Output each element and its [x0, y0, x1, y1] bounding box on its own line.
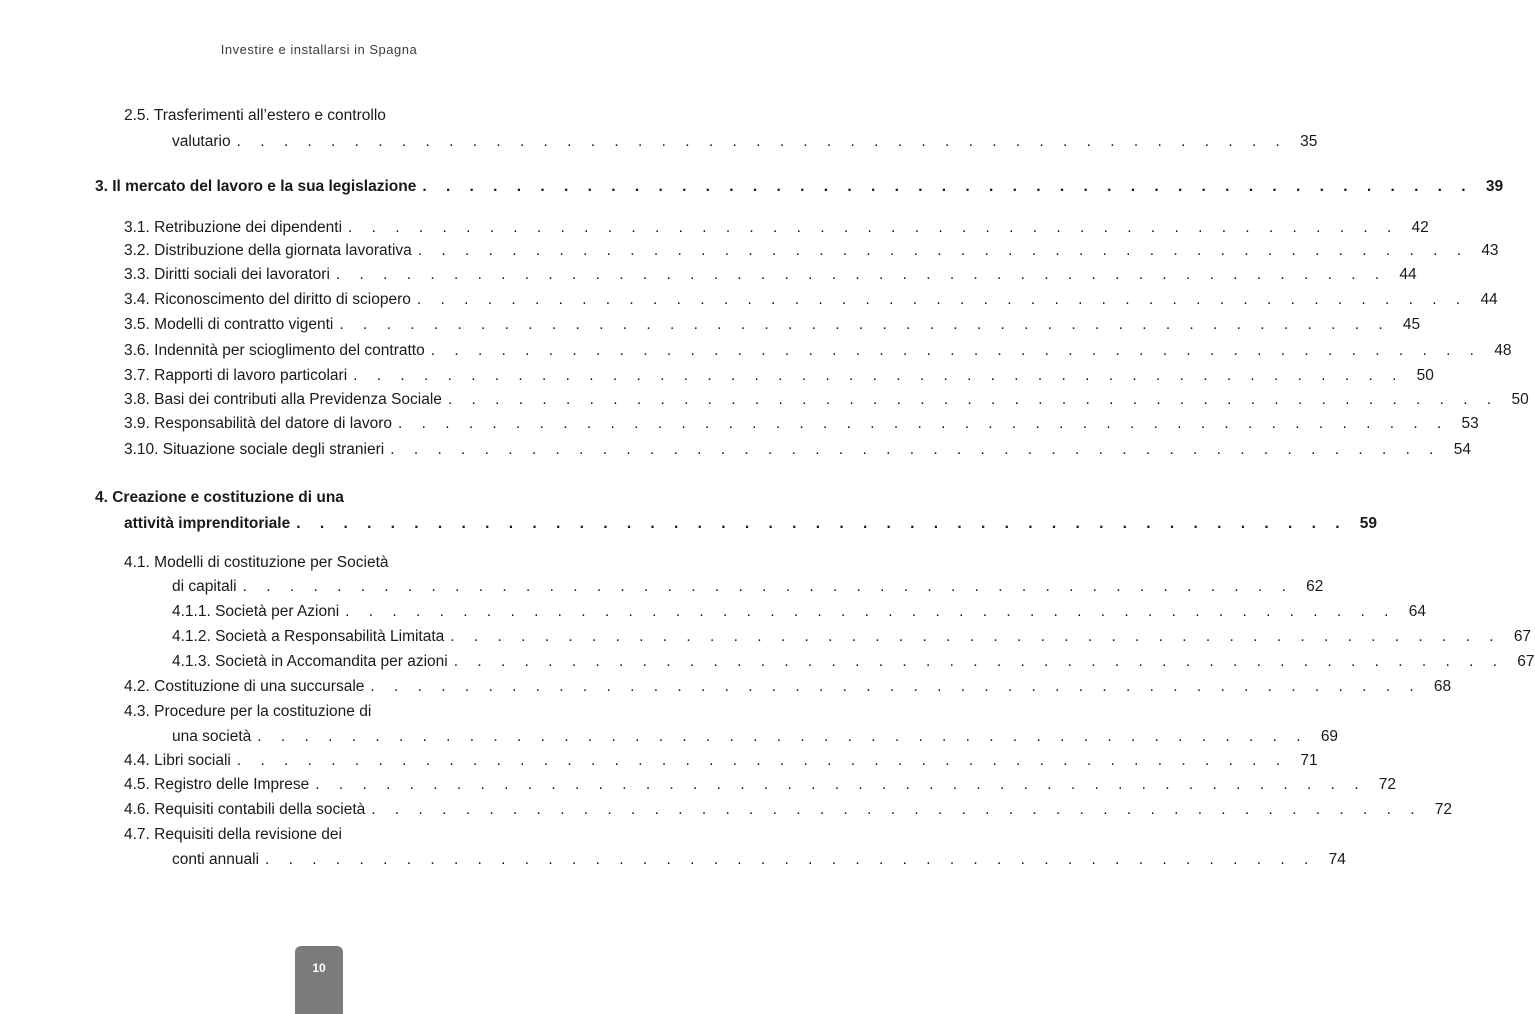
toc-chapter-title: 3. Il mercato del lavoro e la sua legislazione: [95, 178, 417, 195]
toc-entry-title: 3.3. Diritti sociali dei lavoratori: [124, 266, 330, 283]
toc-entry-4-1-1: [172, 601, 1426, 623]
dot-leader: . . . . . . . . . . . . . . . . . . . . . . . . . . . . . . . . . . . . . . . . . . . . .: [257, 728, 1309, 745]
toc-entry-page: 44: [1480, 291, 1498, 308]
toc-chapter-4-line1: 4. Creazione e costituzione di una: [95, 489, 344, 506]
dot-leader: . . . . . . . . . . . . . . . . . . . . . . . . . . . . . . . . . . . . . . . . . . . . .: [430, 342, 1482, 359]
dot-leader: . . . . . . . . . . . . . . . . . . . . . . . . . . . . . . . . . . . . . . . . . . . . .: [422, 178, 1474, 195]
toc-entry-3-3: [124, 264, 1417, 286]
toc-entry-2-5: [172, 131, 1318, 153]
toc-entry-4-1-2: [172, 626, 1532, 648]
toc-entry-page: 62: [1306, 578, 1324, 595]
dot-leader: . . . . . . . . . . . . . . . . . . . . . . . . . . . . . . . . . . . . . . . . . . . . .: [348, 219, 1399, 236]
toc-entry-3-8: [124, 389, 1529, 411]
toc-entry-title: 4.4. Libri sociali: [124, 752, 231, 769]
toc-entry-page: 69: [1320, 728, 1339, 745]
toc-entry-4-6: [124, 799, 1453, 821]
page-number-tab: [295, 946, 343, 1014]
toc-entry-title: di capitali: [172, 578, 237, 595]
toc-entry-4-7-line1: 4.7. Requisiti della revisione dei: [124, 826, 342, 843]
toc-entry-page: 67: [1513, 628, 1532, 645]
toc-entry-page: 53: [1461, 415, 1479, 432]
toc-entry-page: 42: [1411, 219, 1429, 236]
toc-chapter-4: [124, 513, 1378, 535]
dot-leader: . . . . . . . . . . . . . . . . . . . . . . . . . . . . . . . . . . . . . . . . . . . . .: [339, 316, 1391, 333]
dot-leader: . . . . . . . . . . . . . . . . . . . . . . . . . . . . . . . . . . . . . . . . . . . . .: [417, 242, 1469, 259]
dot-leader: . . . . . . . . . . . . . . . . . . . . . . . . . . . . . . . . . . . . . . . . . . . . .: [397, 415, 1449, 432]
toc-entry-4-7: [172, 849, 1346, 871]
dot-leader: . . . . . . . . . . . . . . . . . . . . . . . . . . . . . . . . . . . . . . . . . . . . .: [242, 578, 1294, 595]
toc-entry-page: 35: [1300, 133, 1318, 150]
toc-entry-page: 74: [1328, 851, 1346, 868]
toc-entry-3-6: [124, 340, 1512, 362]
toc-entry-title: 3.9. Responsabilità del datore di lavoro: [124, 415, 392, 432]
dot-leader: . . . . . . . . . . . . . . . . . . . . . . . . . . . . . . . . . . . . . . . . . . . . .: [453, 653, 1505, 670]
dot-leader: . . . . . . . . . . . . . . . . . . . . . . . . . . . . . . . . . . . . . . . . . . . . .: [353, 367, 1404, 384]
dot-leader: . . . . . . . . . . . . . . . . . . . . . . . . . . . . . . . . . . . . . . . . . . . . .: [447, 391, 1499, 408]
toc-entry-page: 72: [1434, 801, 1453, 818]
toc-chapter-title: attività imprenditoriale: [124, 515, 291, 532]
toc-entry-page: 48: [1494, 342, 1512, 359]
toc-entry-title: 3.10. Situazione sociale degli stranieri: [124, 441, 385, 458]
toc-entry-title: 3.8. Basi dei contributi alla Previdenza Sociale: [124, 391, 442, 408]
toc-entry-4-1-line1: 4.1. Modelli di costituzione per Società: [124, 554, 389, 571]
toc-entry-4-2: [124, 676, 1452, 698]
toc-entry-page: 68: [1433, 678, 1452, 695]
toc-entry-title: 4.6. Requisiti contabili della società: [124, 801, 366, 818]
toc-entry-title: una società: [172, 728, 252, 745]
toc-entry-3-4: [124, 289, 1498, 311]
toc-entry-page: 54: [1453, 441, 1471, 458]
toc-entry-title: conti annuali: [172, 851, 260, 868]
toc-entry-3-10: [124, 439, 1471, 461]
toc-entry-3-7: [124, 365, 1434, 387]
toc-entry-title: 3.6. Indennità per scioglimento del contratto: [124, 342, 425, 359]
toc-entry-page: 44: [1399, 266, 1417, 283]
toc-chapter-3: [95, 176, 1504, 198]
dot-leader: . . . . . . . . . . . . . . . . . . . . . . . . . . . . . . . . . . . . . . . . . . . . .: [450, 628, 1502, 645]
toc-entry-4-3: [172, 726, 1339, 748]
toc-entry-3-9: [124, 413, 1479, 435]
toc-entry-4-1-3: [172, 651, 1535, 673]
toc-entry-2-5-line1: 2.5. Trasferimenti all’estero e controllo: [124, 107, 386, 124]
toc-entry-4-5: [124, 774, 1397, 796]
toc-entry-title: 4.1.3. Società in Accomandita per azioni: [172, 653, 448, 670]
toc-entry-title: valutario: [172, 133, 231, 150]
dot-leader: . . . . . . . . . . . . . . . . . . . . . . . . . . . . . . . . . . . . . . . . . . . . .: [315, 776, 1367, 793]
toc-entry-page: 43: [1481, 242, 1499, 259]
dot-leader: . . . . . . . . . . . . . . . . . . . . . . . . . . . . . . . . . . . . . . . . . . . . .: [296, 515, 1348, 532]
toc-entry-title: 4.2. Costituzione di una succursale: [124, 678, 365, 695]
running-head: Investire e installarsi in Spagna: [220, 42, 418, 57]
dot-leader: . . . . . . . . . . . . . . . . . . . . . . . . . . . . . . . . . . . . . . . . . . . . .: [371, 801, 1423, 818]
dot-leader: . . . . . . . . . . . . . . . . . . . . . . . . . . . . . . . . . . . . . . . . . . . . .: [236, 752, 1288, 769]
toc-entry-title: 3.1. Retribuzione dei dipendenti: [124, 219, 343, 236]
toc-entry-4-1: [172, 576, 1324, 598]
dot-leader: . . . . . . . . . . . . . . . . . . . . . . . . . . . . . . . . . . . . . . . . . . . . .: [416, 291, 1468, 308]
dot-leader: . . . . . . . . . . . . . . . . . . . . . . . . . . . . . . . . . . . . . . . . . . . . .: [345, 603, 1396, 620]
toc-entry-title: 3.2. Distribuzione della giornata lavorativa: [124, 242, 412, 259]
toc-entry-page: 50: [1416, 367, 1434, 384]
toc-entry-3-1: [124, 217, 1429, 239]
toc-entry-3-5: [124, 314, 1421, 336]
toc-chapter-page: 59: [1359, 515, 1378, 532]
dot-leader: . . . . . . . . . . . . . . . . . . . . . . . . . . . . . . . . . . . . . . . . . . . . .: [390, 441, 1441, 458]
toc-entry-page: 45: [1402, 316, 1421, 333]
toc-chapter-page: 39: [1485, 178, 1504, 195]
toc-entry-title: 3.4. Riconoscimento del diritto di sciopero: [124, 291, 411, 308]
toc-entry-page: 72: [1378, 776, 1397, 793]
toc-entry-page: 64: [1408, 603, 1426, 620]
toc-entry-page: 50: [1511, 391, 1529, 408]
toc-entry-3-2: [124, 240, 1499, 262]
toc-entry-4-4: [124, 750, 1318, 772]
dot-leader: . . . . . . . . . . . . . . . . . . . . . . . . . . . . . . . . . . . . . . . . . . . . .: [265, 851, 1316, 868]
toc-entry-title: 4.5. Registro delle Imprese: [124, 776, 310, 793]
toc-entry-title: 4.1.1. Società per Azioni: [172, 603, 340, 620]
toc-entry-page: 67: [1517, 653, 1535, 670]
toc-entry-4-3-line1: 4.3. Procedure per la costituzione di: [124, 703, 372, 720]
dot-leader: . . . . . . . . . . . . . . . . . . . . . . . . . . . . . . . . . . . . . . . . . . . . .: [335, 266, 1387, 283]
page-number: 10: [312, 961, 326, 975]
dot-leader: . . . . . . . . . . . . . . . . . . . . . . . . . . . . . . . . . . . . . . . . . . . . .: [236, 133, 1288, 150]
dot-leader: . . . . . . . . . . . . . . . . . . . . . . . . . . . . . . . . . . . . . . . . . . . . .: [370, 678, 1422, 695]
toc-entry-title: 4.1.2. Società a Responsabilità Limitata: [172, 628, 445, 645]
toc-entry-page: 71: [1300, 752, 1318, 769]
toc-entry-title: 3.7. Rapporti di lavoro particolari: [124, 367, 348, 384]
toc-entry-title: 3.5. Modelli di contratto vigenti: [124, 316, 334, 333]
